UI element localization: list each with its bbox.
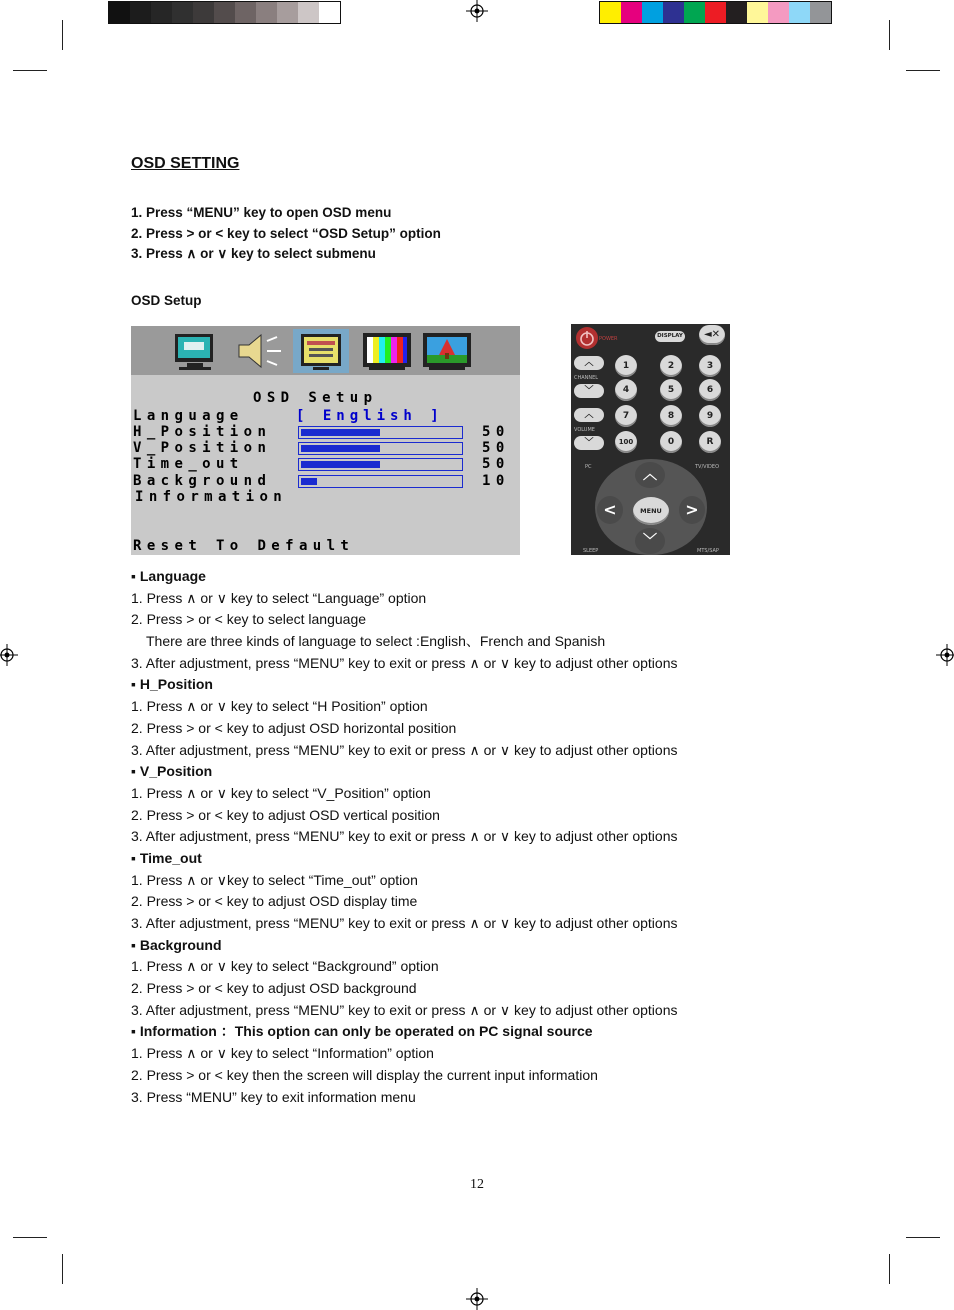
section-heading-time-out: ▪ Time_out [131,849,202,866]
instruction-line: 2. Press > or < key to adjust OSD vertical position [131,806,440,823]
instruction-line: 2. Press > or < key to adjust OSD horizontal position [131,719,457,736]
color-swatch [151,2,172,23]
section-heading-language: ▪ Language [131,568,206,584]
section-heading-h-position: ▪ H_Position [131,676,213,693]
osd-slider-fill [301,478,317,485]
color-swatch [789,2,810,23]
channel-label: CHANNEL [574,375,599,381]
down-arrow-button[interactable]: ﹀ [635,528,665,554]
digit-button[interactable]: 0 [660,431,682,453]
registration-mark-icon [466,1288,488,1310]
instruction-line: 3. After adjustment, press “MENU” key to exit or press ∧ or ∨ key to adjust other options [131,1001,678,1018]
color-swatch [810,2,831,23]
page-title: OSD SETTING [131,155,240,172]
color-swatch [600,2,621,23]
pc-label: PC [585,464,592,470]
color-swatch [109,2,130,23]
intro-step-2: 2. Press > or < key to select “OSD Setup” option [131,226,441,241]
instruction-line: 1. Press ∧ or ∨ key to select “H Position” option [131,698,428,715]
osd-row-label[interactable]: H_Position [133,424,272,440]
grayscale-color-bar [108,1,341,24]
osd-row-value: 50 [482,440,510,456]
osd-slider[interactable] [298,442,463,455]
color-swatch [193,2,214,23]
color-swatch [705,2,726,23]
color-swatch [298,2,319,23]
recall-button[interactable]: R [699,431,721,453]
mts-sap-label: MTS/SAP [697,548,719,554]
color-swatch [319,2,340,23]
sleep-label: SLEEP [583,548,599,554]
instruction-list [131,566,831,1108]
channel-up-button[interactable]: ︿ [574,356,604,370]
color-swatch [684,2,705,23]
intro-step-3: 3. Press ∧ or ∨ key to select submenu [131,246,376,261]
instruction-line: 2. Press > or < key to select language [131,611,367,628]
menu-button[interactable]: MENU [633,497,669,525]
osd-language-value[interactable]: [ English ] [296,408,444,424]
instruction-line: 2. Press > or < key then the screen will display the current input information [131,1066,598,1083]
mute-button[interactable] [699,325,725,345]
crop-mark [62,20,63,50]
osd-slider-fill [301,461,380,468]
color-swatch [214,2,235,23]
section-heading-background: ▪ Background [131,936,222,953]
section-heading-information: ▪ Information ：This option can only be operated on PC signal source [131,1023,593,1040]
osd-setup-label: OSD Setup [131,293,202,308]
instruction-line: 3. After adjustment, press “MENU” key to exit or press ∧ or ∨ key to adjust other options [131,828,678,845]
digit-100-button[interactable]: 100 [615,431,637,453]
osd-row-value: 50 [482,456,510,472]
power-icon [576,327,598,349]
osd-row-label[interactable]: Information [135,489,288,505]
power-button[interactable] [576,327,598,349]
color-bars-icon[interactable] [359,329,415,373]
instruction-line: 1. Press ∧ or ∨ key to select “Information” option [131,1045,434,1062]
osd-slider-fill [301,429,380,436]
color-swatch [172,2,193,23]
crop-mark [889,20,890,50]
digit-button[interactable]: 6 [699,379,721,401]
osd-row-label[interactable]: V_Position [133,440,272,456]
color-swatch [663,2,684,23]
left-arrow-button[interactable]: < [597,496,623,524]
osd-slider[interactable] [298,426,463,439]
color-swatch [277,2,298,23]
instruction-line: 3. After adjustment, press “MENU” key to exit or press ∧ or ∨ key to adjust other options [131,654,678,671]
instruction-line: 1. Press ∧ or ∨ key to select “Language” option [131,589,427,606]
registration-mark-icon [466,0,488,22]
osd-slider-fill [301,445,380,452]
osd-icon-bar [131,326,520,375]
instruction-line: 1. Press ∧ or ∨ key to select “V_Position” option [131,784,431,801]
display-button[interactable]: DISPLAY [655,331,685,342]
osd-row-value: 10 [482,473,510,489]
crop-mark [62,1254,63,1284]
crop-mark [906,1237,940,1238]
mute-icon: ◄✕ [703,329,721,340]
instruction-line: 3. Press “MENU” key to exit information menu [131,1088,416,1105]
osd-screen [131,326,520,555]
color-swatch [726,2,747,23]
osd-row-value: 50 [482,424,510,440]
right-arrow-button[interactable]: > [679,496,705,524]
speaker-icon[interactable] [229,329,285,373]
osd-menu-title: OSD Setup [253,390,378,406]
instruction-note: There are three kinds of language to select :English、French and Spanish [146,633,606,650]
crop-mark [13,1237,47,1238]
channel-down-button[interactable]: ﹀ [574,384,604,398]
crop-mark [13,70,47,71]
color-swatch [235,2,256,23]
color-swatch [642,2,663,23]
digit-button[interactable]: 5 [660,379,682,401]
registration-mark-icon [936,644,954,666]
osd-menu-body [131,375,520,555]
color-swatch [747,2,768,23]
digit-button[interactable]: 9 [699,405,721,427]
color-swatch [621,2,642,23]
instruction-line: 2. Press > or < key to adjust OSD display time [131,893,418,910]
instruction-line: 3. After adjustment, press “MENU” key to exit or press ∧ or ∨ key to adjust other options [131,741,678,758]
remote-control [571,324,730,555]
osd-slider[interactable] [298,475,463,488]
section-heading-v-position: ▪ V_Position [131,763,213,780]
instruction-line: 2. Press > or < key to adjust OSD background [131,980,417,997]
digit-button[interactable]: 3 [699,355,721,377]
osd-row-label[interactable]: Background [133,473,272,489]
osd-row-label[interactable]: Language [133,408,244,424]
osd-setup-icon[interactable] [293,329,349,373]
volume-label: VOLUME [574,427,595,433]
osd-slider[interactable] [298,458,463,471]
instruction-line: 3. After adjustment, press “MENU” key to exit or press ∧ or ∨ key to adjust other options [131,915,678,931]
digit-button[interactable]: 4 [615,379,637,401]
power-label: POWER [599,336,618,342]
crop-mark [906,70,940,71]
volume-up-button[interactable]: ︿ [574,408,604,422]
monitor-icon[interactable] [167,329,223,373]
instruction-line: 1. Press ∧ or ∨ key to select “Background” option [131,958,439,975]
osd-row-label[interactable]: Time_out [133,456,244,472]
page-number: 12 [470,1177,484,1192]
tv-video-label: TV/VIDEO [695,464,719,470]
color-swatch [768,2,789,23]
intro-step-1: 1. Press “MENU” key to open OSD menu [131,205,392,220]
digit-button[interactable]: 1 [615,355,637,377]
digit-button[interactable]: 7 [615,405,637,427]
color-swatch [256,2,277,23]
crop-mark [889,1254,890,1284]
registration-mark-icon [0,644,18,666]
volume-down-button[interactable]: ﹀ [574,436,604,450]
color-swatch [130,2,151,23]
up-arrow-button[interactable]: ︿ [635,462,665,488]
process-color-bar [599,1,832,24]
osd-reset-default[interactable]: Reset To Default [133,538,355,554]
digit-button[interactable]: 2 [660,355,682,377]
picture-icon[interactable] [419,329,475,373]
digit-button[interactable]: 8 [660,405,682,427]
instruction-line: 1. Press ∧ or ∨key to select “Time_out” option [131,871,418,888]
